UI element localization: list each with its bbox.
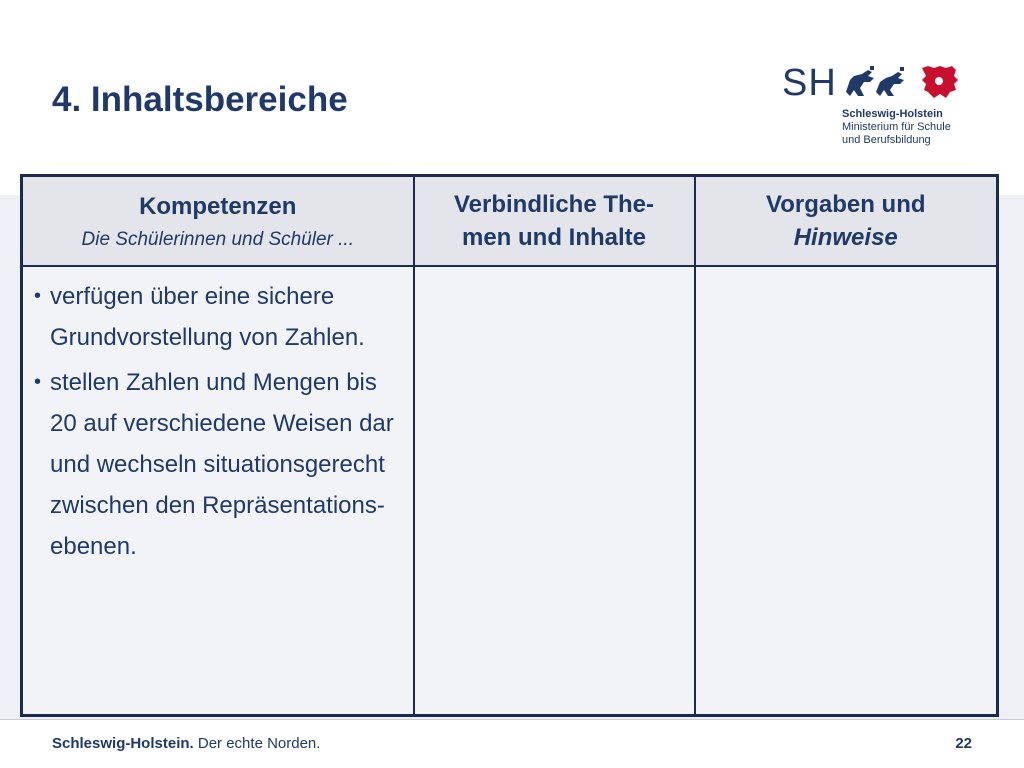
logo-name: Schleswig-Holstein [842, 108, 943, 120]
header-vorgaben-line1: Vorgaben und [765, 191, 926, 218]
cell-kompetenzen [22, 266, 414, 716]
sh-logo [780, 58, 980, 150]
table-row [22, 266, 998, 716]
header-themen-line2: men und Inhalte [461, 224, 646, 251]
header-kompetenzen-subtitle: Die Schülerinnen und Schüler ... [81, 228, 354, 250]
cell-themen [414, 266, 695, 716]
bullet-icon: • [34, 371, 42, 393]
footer-divider [0, 719, 1024, 720]
competency-list [24, 268, 412, 567]
header-kompetenzen-title: Kompetenzen [139, 192, 297, 220]
competency-text: stellen Zahlen und Mengen bis 20 auf verschiedene Weisen dar und wechseln situationsgerecht zwischen den Repräsentations-ebenen. [50, 369, 394, 560]
list-item [34, 362, 406, 567]
coat-of-arms-icon [840, 62, 976, 102]
header-kompetenzen [22, 176, 414, 267]
footer-slogan-text: Der echte Norden. [197, 735, 321, 752]
bullet-icon: • [34, 285, 42, 307]
footer-slogan [52, 735, 320, 752]
header-verbindliche-themen [414, 176, 695, 267]
competency-text: verfügen über eine sichere Grundvorstellung von Zahlen. [50, 283, 365, 351]
content-table [20, 174, 999, 717]
footer-brand: Schleswig-Holstein. [52, 735, 194, 752]
list-item [34, 276, 406, 358]
header-vorgaben-hinweise [695, 176, 998, 267]
table-header-row [22, 176, 998, 267]
slide-title: 4. Inhaltsbereiche [52, 80, 348, 119]
header-vorgaben-line2: Hinweise [793, 224, 898, 251]
page-number: 22 [955, 735, 972, 752]
logo-subtitle-line1: Ministerium für Schule [842, 121, 951, 133]
logo-abbreviation: SH [782, 62, 837, 104]
logo-subtitle-line2: und Berufsbildung [842, 134, 931, 146]
logo-subtitle [842, 121, 951, 147]
header-themen-line1: Verbindliche The- [453, 191, 655, 218]
cell-vorgaben [695, 266, 998, 716]
